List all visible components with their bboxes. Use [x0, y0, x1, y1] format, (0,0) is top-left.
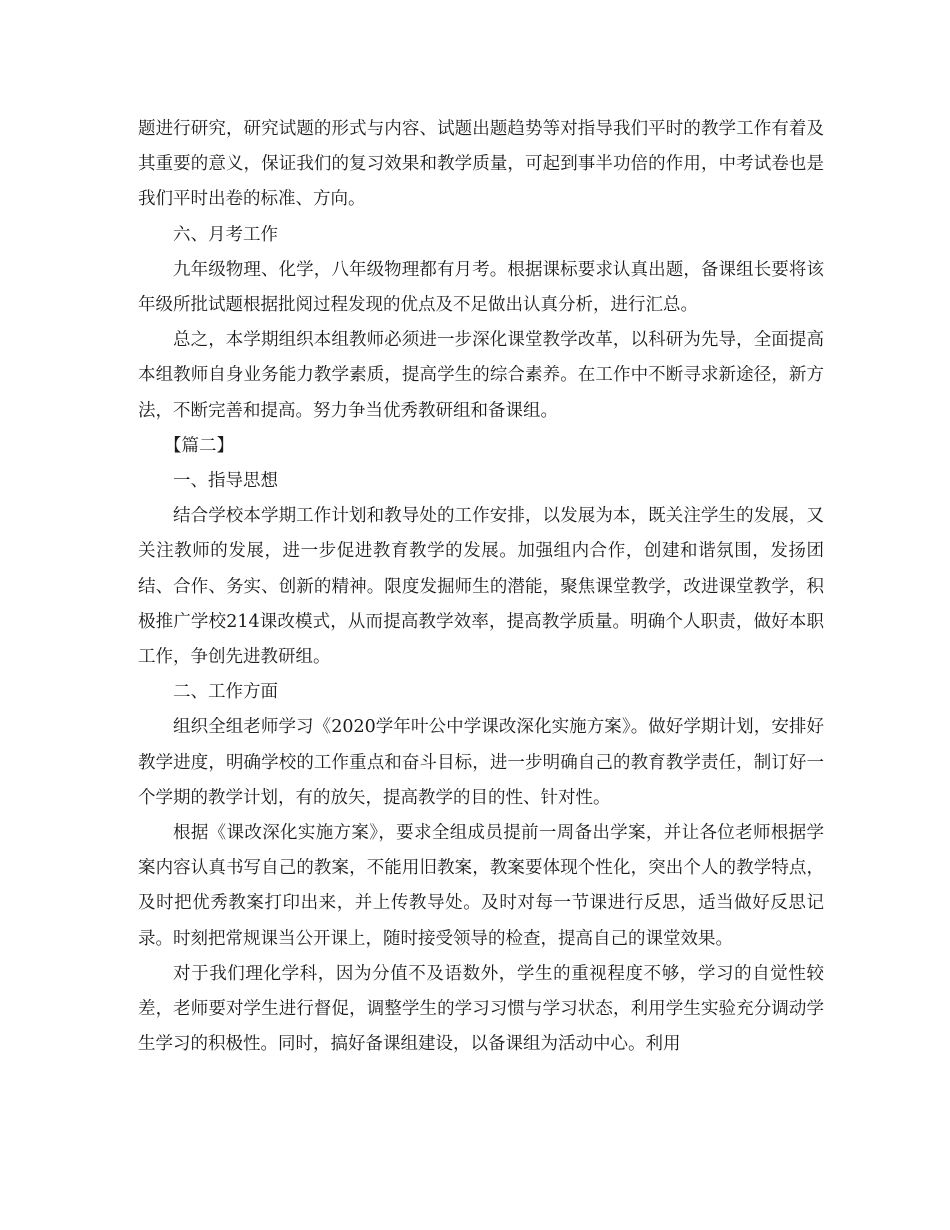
paragraph-continued: 题进行研究，研究试题的形式与内容、试题出题趋势等对指导我们平时的教学工作有着及其重要的意义，保证我们的复习效果和教学质量，可起到事半功倍的作用，中考试卷也是我们平时出卷的标准、方向。 — [138, 119, 824, 210]
heading-monthly-exam: 六、月考工作 — [173, 224, 278, 245]
section-marker-part-two: 【篇二】 — [164, 435, 234, 456]
paragraph-study-plan: 组织全组老师学习《2020学年叶公中学课改深化实施方案》。做好学期计划，安排好教学进度，明确学校的工作重点和奋斗目标，进一步明确自己的教育教学责任，制订好一个学期的教学计划，有的放矢，提高教学的目的性、针对性。 — [138, 717, 824, 808]
heading-guiding-ideology: 一、指导思想 — [173, 471, 278, 492]
paragraph-physics-chemistry: 对于我们理化学科，因为分值不及语数外，学生的重视程度不够，学习的自觉性较差，老师要对学生进行督促，调整学生的学习习惯与学习状态，利用学生实验充分调动学生学习的积极性。同时，搞好备课组建设，以备课组为活动中心。利用 — [138, 963, 824, 1055]
paragraph-lesson-plans: 根据《课改深化实施方案》，要求全组成员提前一周备出学案，并让各位老师根据学案内容认真书写自己的教案，不能用旧教案，教案要体现个性化，突出个人的教学特点，及时把优秀教案打印出来，并上传教导处。及时对每一节课进行反思，适当做好反思记录。时刻把常规课当公开课上，随时接受领导的检查，提高自己的课堂效果。 — [138, 823, 824, 949]
heading-work-aspects: 二、工作方面 — [173, 682, 278, 703]
document-body — [138, 112, 824, 1062]
paragraph-monthly-exam: 九年级物理、化学，八年级物理都有月考。根据课标要求认真出题，备课组长要将该年级所批试题根据批阅过程发现的优点及不足做出认真分析，进行汇总。 — [138, 259, 824, 316]
paragraph-summary: 总之，本学期组织本组教师必须进一步深化课堂教学改革，以科研为先导，全面提高本组教师自身业务能力教学素质，提高学生的综合素养。在工作中不断寻求新途径，新方法，不断完善和提高。努力争当优秀教研组和备课组。 — [138, 330, 824, 421]
paragraph-guiding-ideology: 结合学校本学期工作计划和教导处的工作安排，以发展为本，既关注学生的发展，又关注教师的发展，进一步促进教育教学的发展。加强组内合作，创建和谐氛围，发扬团结、合作、务实、创新的精神。限度发掘师生的潜能，聚焦课堂教学，改进课堂教学，积极推广学校214课改模式，从而提高教学效率，提高教学质量。明确个人职责，做好本职工作，争创先进教研组。 — [138, 506, 824, 668]
